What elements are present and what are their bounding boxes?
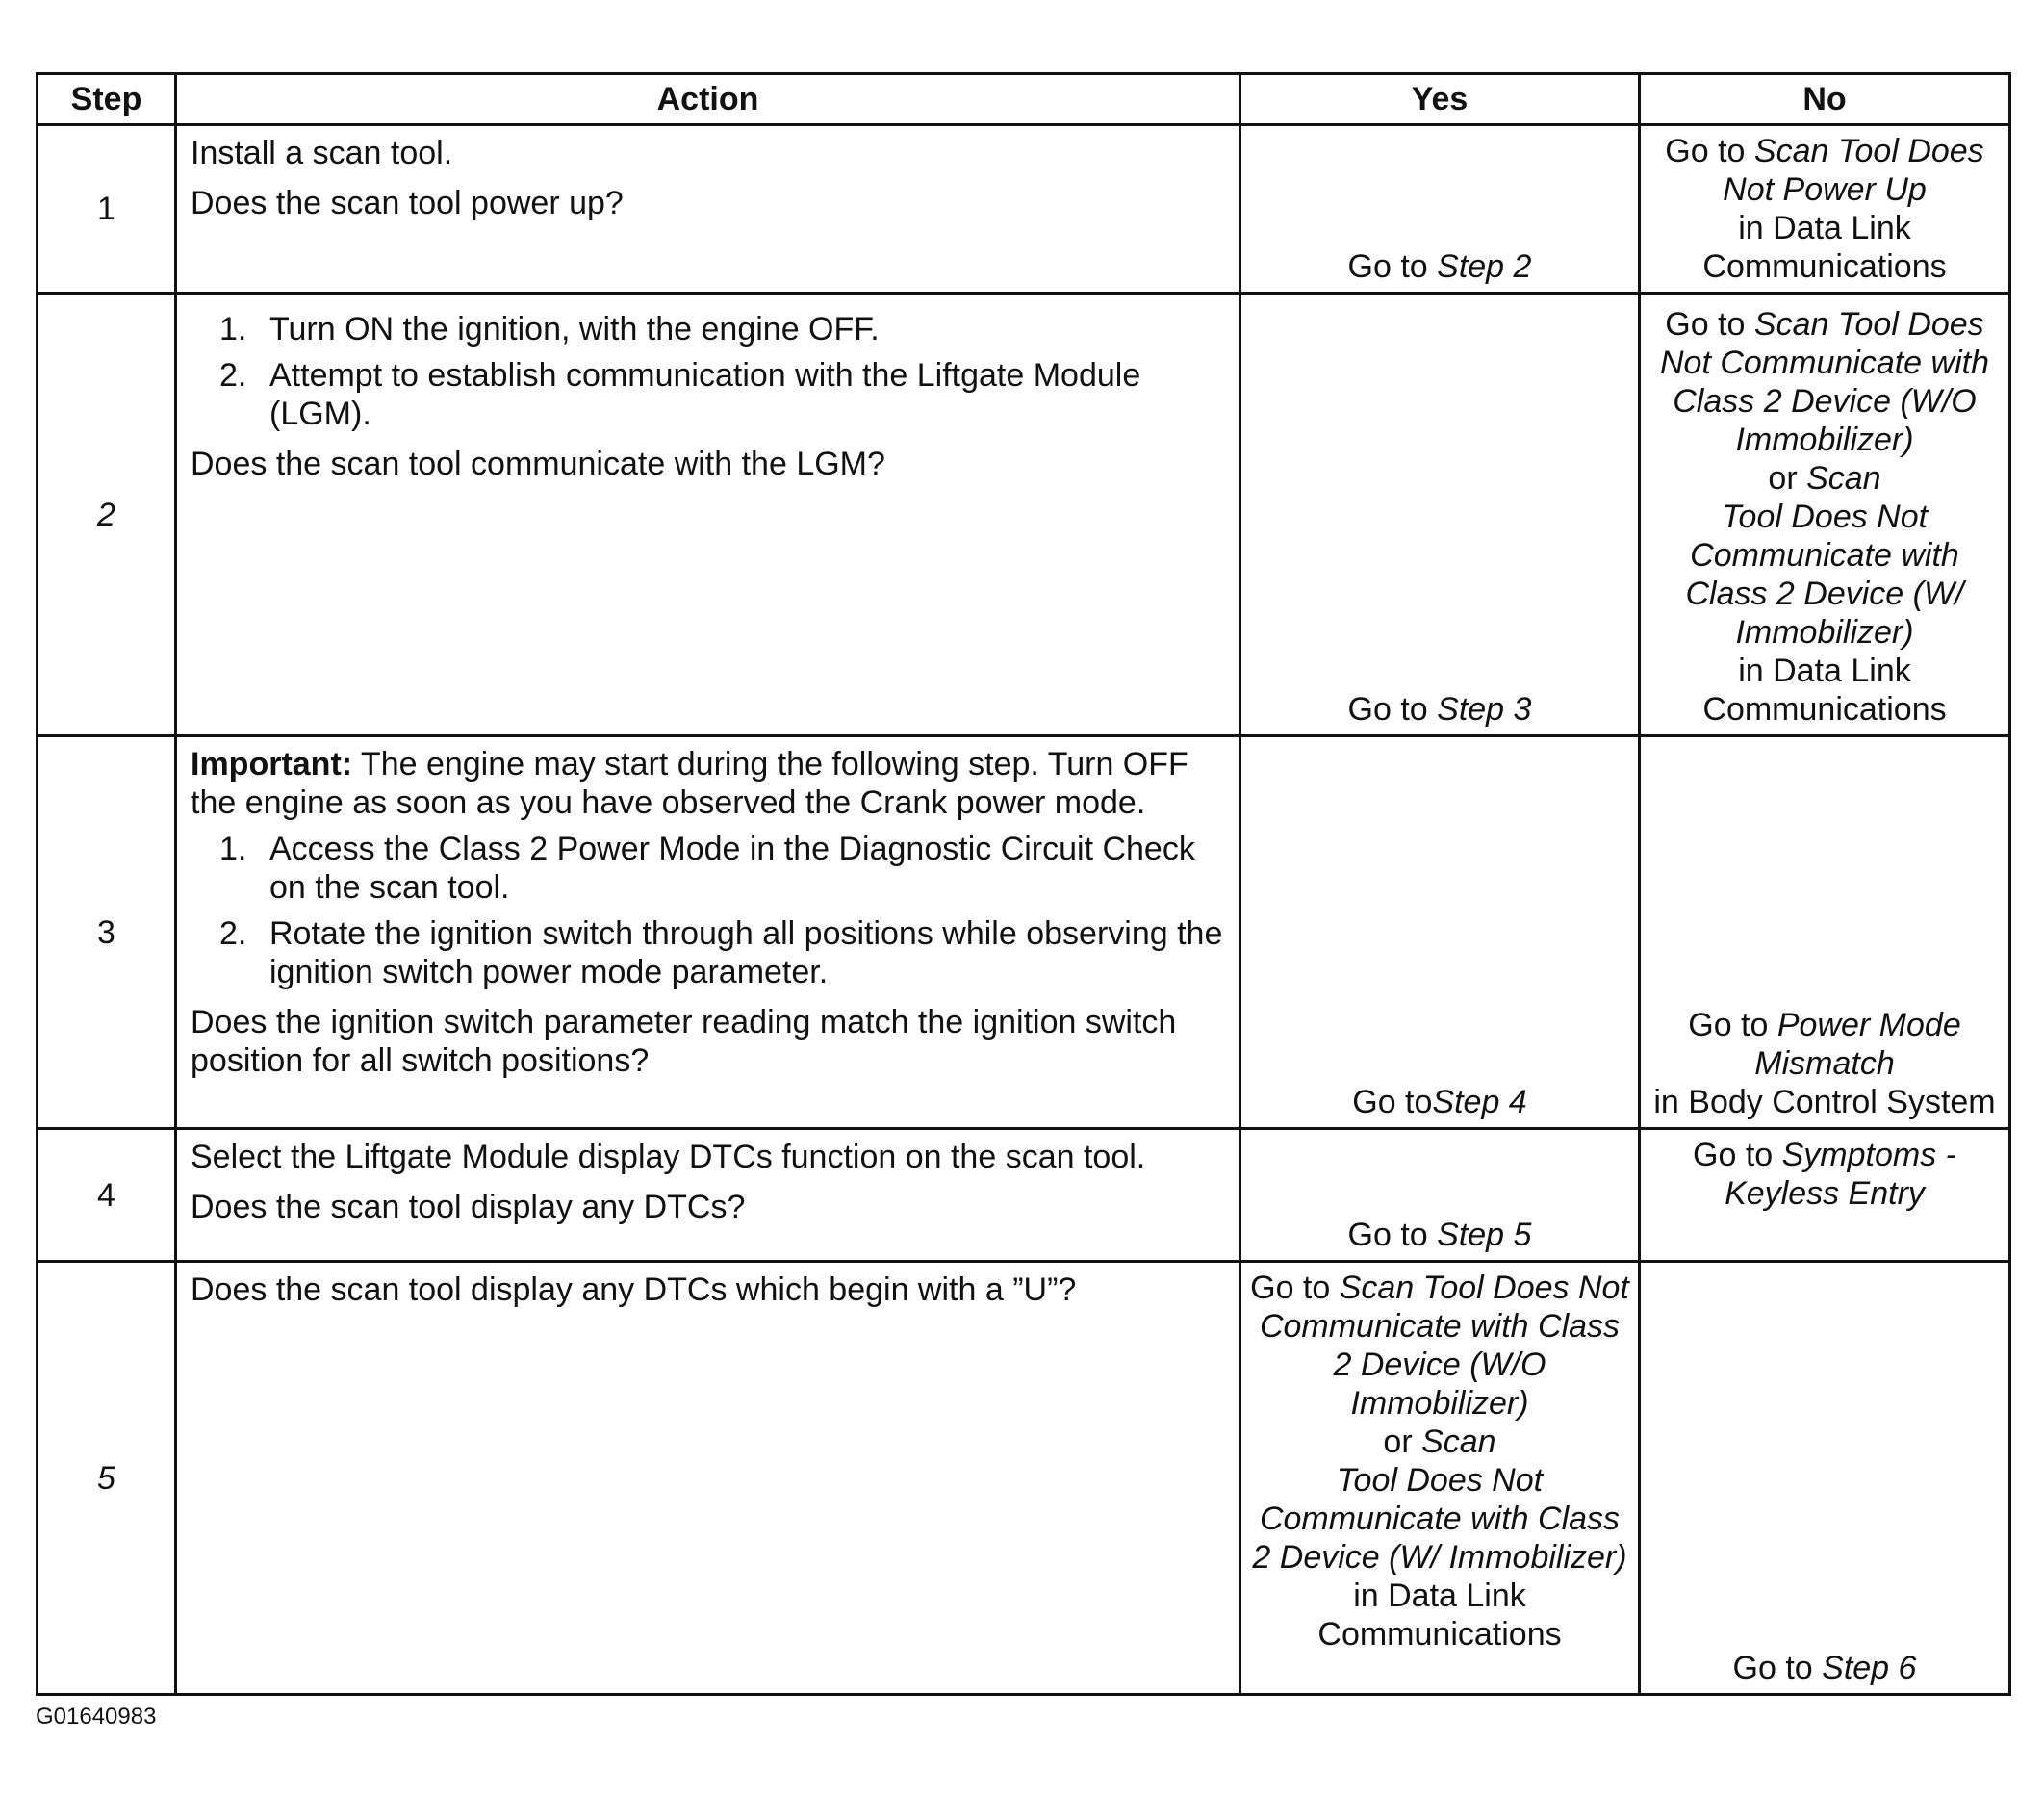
yes-or: or (1383, 1424, 1422, 1460)
no-cell (1640, 294, 2010, 736)
yes-reference-link-2-cont[interactable]: Tool Does Not Communicate with Class 2 Device (W/ Immobilizer) (1252, 1462, 1627, 1576)
no-reference-location: in Data Link Communications (1702, 210, 1947, 285)
list-item: 1. Access the Class 2 Power Mode in the Diagnostic Circuit Check on the scan tool. (219, 831, 1195, 906)
action-steps-list (191, 830, 1227, 991)
header-action: Action (176, 74, 1240, 125)
important-label: Important: (191, 746, 353, 783)
no-reference-location: in Data Link Communications (1702, 653, 1947, 728)
yes-prefix: Go to (1352, 1084, 1433, 1120)
yes-reference-link-2[interactable]: Scan (1421, 1424, 1496, 1460)
no-cell (1640, 1262, 2010, 1695)
yes-cell (1240, 1129, 1640, 1262)
header-yes: Yes (1240, 74, 1640, 125)
yes-step-link[interactable]: Step 2 (1437, 248, 1532, 285)
step-number: 2 (38, 294, 176, 736)
no-prefix: Go to (1665, 133, 1754, 169)
no-reference-link[interactable]: Power Mode Mismatch (1754, 1007, 1961, 1082)
step-number: 3 (38, 736, 176, 1129)
figure-id: G01640983 (36, 1704, 157, 1730)
list-item: 2. Attempt to establish communication with the Liftgate Module (LGM). (219, 357, 1141, 432)
yes-prefix: Go to (1347, 691, 1438, 728)
action-text: Install a scan tool. (191, 135, 453, 171)
action-question: Does the scan tool communicate with the LGM? (191, 446, 885, 482)
yes-step-link[interactable]: Step 4 (1432, 1084, 1527, 1120)
action-cell (176, 1262, 1240, 1695)
yes-prefix: Go to (1347, 1217, 1438, 1253)
no-reference-location: in Body Control System (1653, 1084, 1996, 1120)
no-reference-link[interactable]: Scan Tool Does Not Communicate with Class 2 Device (W/O Immobilizer) (1659, 306, 1989, 458)
yes-step-link[interactable]: Step 5 (1437, 1217, 1532, 1253)
action-steps-list (191, 310, 1227, 433)
no-reference-link[interactable]: Symptoms - Keyless Entry (1725, 1137, 1956, 1212)
list-item: 2. Rotate the ignition switch through all positions while observing the ignition switch power mode parameter. (219, 915, 1223, 990)
action-question: Does the scan tool display any DTCs which begin with a ”U”? (191, 1271, 1077, 1308)
action-text: Select the Liftgate Module display DTCs function on the scan tool. (191, 1139, 1146, 1175)
table-row (38, 125, 2010, 294)
table-row (38, 294, 2010, 736)
no-reference-link[interactable]: Scan Tool Does Not Power Up (1723, 133, 1984, 208)
action-cell (176, 125, 1240, 294)
table-row (38, 1262, 2010, 1695)
no-prefix: Go to (1665, 306, 1754, 343)
yes-cell (1240, 1262, 1640, 1695)
step-number: 5 (38, 1262, 176, 1695)
important-note (191, 745, 1227, 822)
no-prefix: Go to (1732, 1650, 1823, 1686)
diagnostic-document (36, 72, 2008, 1696)
action-question: Does the ignition switch parameter reading match the ignition switch position for all switch positions? (191, 1004, 1177, 1079)
header-step: Step (38, 74, 176, 125)
header-no: No (1640, 74, 2010, 125)
no-cell (1640, 125, 2010, 294)
action-cell (176, 736, 1240, 1129)
table-row (38, 1129, 2010, 1262)
important-text: The engine may start during the following step. Turn OFF the engine as soon as you have observed the Crank power mode. (191, 746, 1188, 821)
no-cell (1640, 1129, 2010, 1262)
table-row (38, 736, 2010, 1129)
yes-cell (1240, 736, 1640, 1129)
yes-prefix: Go to (1250, 1270, 1340, 1306)
no-prefix: Go to (1693, 1137, 1782, 1173)
step-number: 1 (38, 125, 176, 294)
no-step-link[interactable]: Step 6 (1822, 1650, 1917, 1686)
no-reference-link-2-cont[interactable]: Tool Does Not Communicate with Class 2 Device (W/ Immobilizer) (1685, 499, 1964, 651)
yes-step-link[interactable]: Step 3 (1437, 691, 1532, 728)
yes-reference-link[interactable]: Scan Tool Does Not Communicate with Class 2 Device (W/O Immobilizer) (1259, 1270, 1629, 1422)
no-or: or (1768, 460, 1807, 497)
action-question: Does the scan tool display any DTCs? (191, 1189, 746, 1225)
yes-reference-location: in Data Link Communications (1317, 1578, 1562, 1653)
action-cell (176, 1129, 1240, 1262)
list-item: 1. Turn ON the ignition, with the engine OFF. (219, 311, 880, 347)
step-number: 4 (38, 1129, 176, 1262)
no-cell (1640, 736, 2010, 1129)
yes-prefix: Go to (1347, 248, 1438, 285)
table-header-row (38, 74, 2010, 125)
yes-cell (1240, 294, 1640, 736)
diagnostic-table (36, 72, 2011, 1696)
yes-cell (1240, 125, 1640, 294)
no-prefix: Go to (1688, 1007, 1777, 1043)
action-question: Does the scan tool power up? (191, 185, 624, 221)
no-reference-link-2[interactable]: Scan (1806, 460, 1881, 497)
action-cell (176, 294, 1240, 736)
